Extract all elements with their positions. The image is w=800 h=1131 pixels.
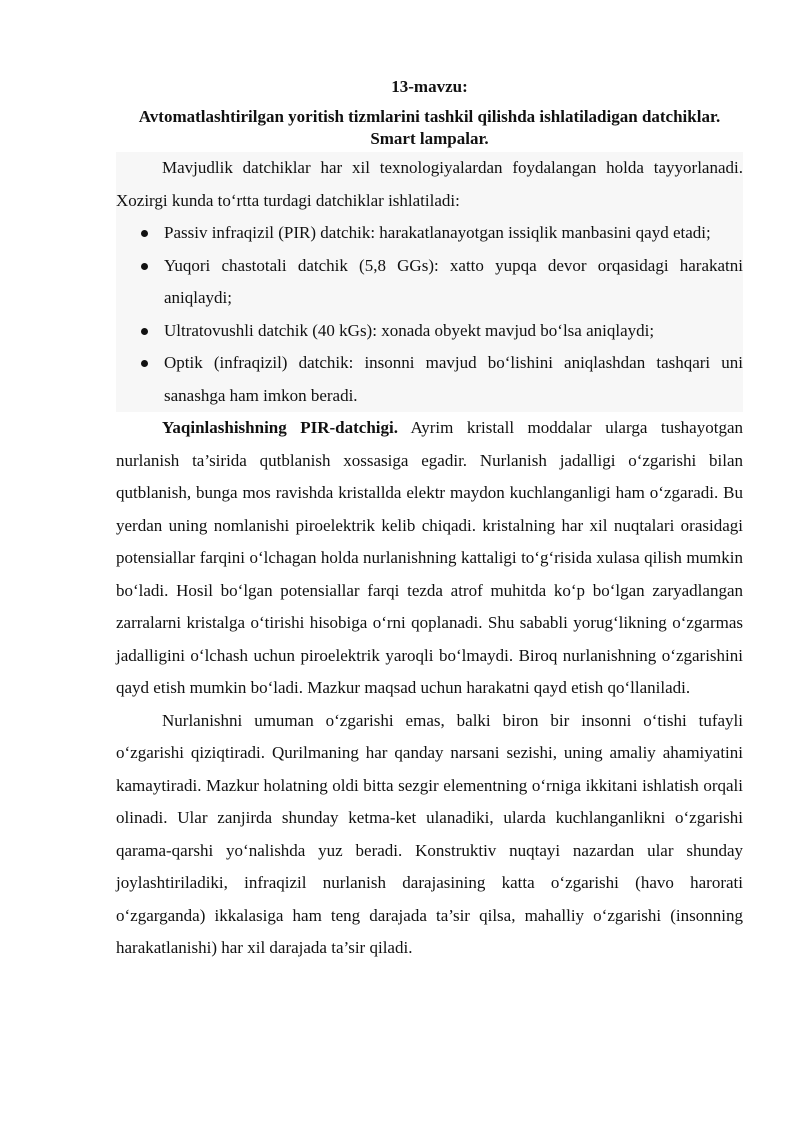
intro-paragraph: Mavjudlik datchiklar har xil texnologiyalardan foydalangan holda tayyorlanadi. Xozirgi kunda to‘rtta turdagi datchiklar ishlatiladi: — [116, 152, 743, 217]
list-item-text: Yuqori chastotali datchik (5,8 GGs): xatto yupqa devor orqasidagi harakatni aniqlaydi; — [164, 255, 743, 307]
list-item — [116, 347, 743, 412]
bullet-icon — [141, 360, 148, 367]
document-title: Avtomatlashtirilgan yoritish tizmlarini tashkil qilishda ishlatiladigan datchiklar. Smart lampalar. — [138, 107, 721, 148]
list-item — [116, 250, 743, 315]
pir-sensor-text: Ayrim kristall moddalar ularga tushayotgan nurlanish ta’sirida qutblanish xossasiga egadir. Nurlanish jadalligi o‘zgarishi bilan qutblanish, bunga mos ravishda kristallda elektr maydon kuchlanganligi ham o‘zgaradi. Bu yerdan uning nomlanishi piroelektrik kelib chiqadi. kristalning har xil nuqtalari orasidagi potensiallar farqini o‘lchagan holda nurlanishning kattaligi to‘g‘risida xulasa qilish mumkin bo‘ladi. Hosil bo‘lgan potensiallar farqi tezda atrof muhitda ko‘p bo‘lgan zaryadlangan zarralarni kristalga o‘tirishi hisobiga o‘rni qoplanadi. Shu sababli yorug‘likning o‘zgarmas jadalligini o‘lchash uchun piroelektrik yaroqli bo‘lmaydi. Biroq nurlanishning o‘zgarishini qayd etish mumkin bo‘ladi. Mazkur maqsad uchun harakatni qayd etish qo‘llaniladi. — [116, 418, 743, 697]
list-item — [116, 315, 743, 348]
bullet-icon — [141, 328, 148, 335]
final-paragraph: Nurlanishni umuman o‘zgarishi emas, balki biron bir insonni o‘tishi tufayli o‘zgarishi qiziqtiradi. Qurilmaning har qanday narsani sezishi, uning amaliy ahamiyatini kamaytiradi. Mazkur holatning oldi bitta sezgir elementning o‘rniga ikkitani ishlatish orqali olinadi. Ular zanjirda shunday ketma-ket ulanadiki, ularda kuchlanganlikni o‘zgarishi qarama-qarshi yo‘nalishda yuz beradi. Konstruktiv nuqtayi nazardan ular shunday joylashtiriladiki, infraqizil nurlanish darajasining katta o‘zgarishi (havo harorati o‘zgarganda) ikkalasiga ham teng darajada ta’sir qilsa, mahalliy o‘zgarishi (insonning harakatlanishi) har xil darajada ta’sir qiladi. — [116, 710, 743, 957]
topic-heading: 13-mavzu: — [391, 77, 468, 96]
pir-sensor-paragraph — [116, 412, 743, 705]
bullet-icon — [141, 230, 148, 237]
list-item-text: Ultratovushli datchik (40 kGs): xonada obyekt mavjud bo‘lsa aniqlaydi; — [164, 320, 655, 340]
sensor-types-list — [116, 217, 743, 412]
document-body — [116, 74, 743, 965]
pir-sensor-heading: Yaqinlashishning PIR-datchigi. — [162, 418, 398, 437]
list-item — [116, 217, 743, 250]
list-item-text: Passiv infraqizil (PIR) datchik: harakatlanayotgan issiqlik manbasini qayd etadi; — [164, 223, 711, 242]
bullet-icon — [141, 263, 148, 270]
list-item-text: Optik (infraqizil) datchik: insonni mavjud bo‘lishini aniqlashdan tashqari uni sanashga ham imkon beradi. — [164, 353, 743, 405]
